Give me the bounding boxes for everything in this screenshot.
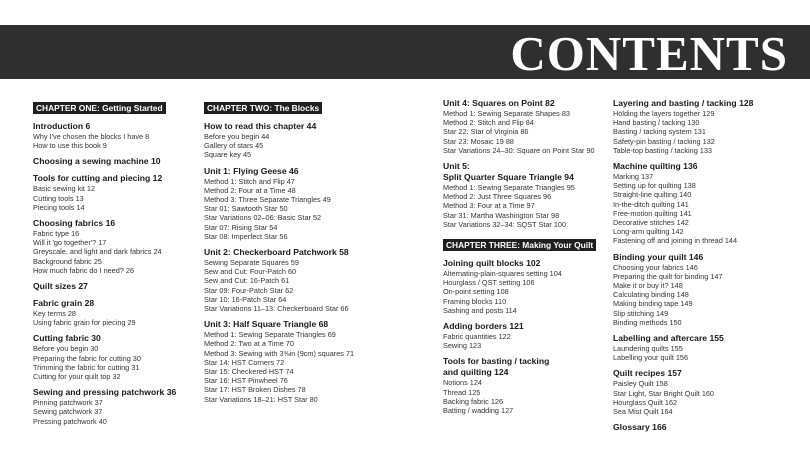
toc-entry: Pressing patchwork 40 bbox=[33, 416, 107, 426]
toc-section bbox=[204, 121, 440, 160]
toc-entry: Hand basting / tacking 130 bbox=[613, 118, 700, 128]
section-title: Unit 5: Split Quarter Square Triangle 94 bbox=[443, 161, 574, 183]
toc-entry: Free-motion quilting 141 bbox=[613, 208, 692, 218]
toc-column-2 bbox=[204, 98, 440, 410]
toc-column-3 bbox=[443, 98, 613, 421]
toc-section bbox=[613, 333, 810, 362]
toc-section bbox=[443, 321, 613, 350]
toc-entry: Method 3: Sewing with 3⅝in (9cm) squares 71 bbox=[204, 348, 355, 358]
toc-entry: Method 1: Stitch and Flip 47 bbox=[204, 176, 295, 186]
toc-section bbox=[613, 368, 810, 416]
toc-entry: Table-top basting / tacking 133 bbox=[613, 145, 712, 155]
toc-entry: Fastening off and joining in thread 144 bbox=[613, 236, 738, 246]
toc-entry: Alternating-plain-squares setting 104 bbox=[443, 269, 562, 279]
toc-entry: Making binding tape 149 bbox=[613, 299, 693, 309]
toc-entry: Key terms 28 bbox=[33, 309, 76, 319]
toc-column-1 bbox=[33, 98, 201, 432]
toc-section bbox=[33, 333, 201, 381]
toc-entry: Method 2: Two at a Time 70 bbox=[204, 339, 294, 349]
toc-entry: Thread 125 bbox=[443, 387, 481, 397]
toc-entry: Cutting tools 13 bbox=[33, 193, 84, 203]
section-title: Unit 4: Squares on Point 82 bbox=[443, 98, 555, 108]
toc-entry: Star Variations 32–34: SQST Star 100 bbox=[443, 219, 567, 229]
section-title: Choosing fabrics 16 bbox=[33, 218, 116, 229]
toc-entry: Star Variations 18–21: HST Star 80 bbox=[204, 394, 318, 404]
toc-entry: Method 3: Three Separate Triangles 49 bbox=[204, 195, 331, 205]
toc-section bbox=[443, 161, 613, 229]
toc-section bbox=[33, 156, 201, 167]
section-title: Quilt sizes 27 bbox=[33, 281, 88, 292]
toc-entry: Will it 'go together'? 17 bbox=[33, 238, 107, 248]
toc-section bbox=[443, 98, 613, 155]
toc-entry: Slip stitching 149 bbox=[613, 308, 669, 318]
toc-entry: Marking 137 bbox=[613, 172, 654, 182]
toc-entry: Hourglass / QST setting 106 bbox=[443, 278, 535, 288]
toc-entry: Method 1: Sewing Separate Shapes 83 bbox=[443, 109, 570, 118]
toc-entry: Backing fabric 126 bbox=[443, 396, 504, 406]
toc-entry: Star 07: Rising Star 54 bbox=[204, 222, 278, 232]
toc-entry: How to use this book 9 bbox=[33, 141, 107, 151]
toc-entry: Framing blocks 110 bbox=[443, 296, 507, 306]
section-title: How to read this chapter 44 bbox=[204, 121, 317, 131]
toc-entry: Star 31: Martha Washington Star 98 bbox=[443, 210, 560, 220]
toc-entry: Sewing 123 bbox=[443, 341, 482, 351]
section-title: Unit 3: Half Square Triangle 68 bbox=[204, 319, 329, 330]
section-title: Labelling and aftercare 155 bbox=[613, 333, 724, 344]
toc-section bbox=[204, 319, 440, 404]
toc-entry: Paisley Quilt 158 bbox=[613, 379, 668, 389]
toc-entry: Preparing the fabric for cutting 30 bbox=[33, 353, 141, 363]
section-title: Fabric grain 28 bbox=[33, 298, 95, 309]
page-title: CONTENTS bbox=[510, 26, 788, 81]
toc-section bbox=[33, 218, 201, 275]
toc-entry: Trimming the fabric for cutting 31 bbox=[33, 362, 140, 372]
toc-entry: In-the-ditch quilting 141 bbox=[613, 199, 689, 209]
section-title: Introduction 6 bbox=[33, 121, 91, 131]
toc-entry: Holding the layers together 129 bbox=[613, 109, 715, 118]
toc-entry: Long-arm quilting 142 bbox=[613, 227, 684, 237]
toc-entry: Cutting for your quilt top 32 bbox=[33, 372, 121, 382]
section-title: Sewing and pressing patchwork 36 bbox=[33, 387, 177, 398]
toc-entry: Star 08: Imperfect Star 56 bbox=[204, 231, 288, 241]
toc-entry: Star 15: Checkered HST 74 bbox=[204, 367, 294, 377]
toc-section bbox=[613, 422, 810, 433]
section-title: Adding borders 121 bbox=[443, 321, 524, 332]
toc-entry: Notions 124 bbox=[443, 378, 482, 388]
toc-entry: Calculating binding 148 bbox=[613, 290, 689, 300]
toc-entry: Preparing the quilt for binding 147 bbox=[613, 271, 723, 281]
toc-section bbox=[204, 247, 440, 313]
toc-entry: How much fabric do I need? 26 bbox=[33, 265, 134, 275]
toc-entry: Straight-line quilting 140 bbox=[613, 190, 692, 200]
section-title: Quilt recipes 157 bbox=[613, 368, 682, 379]
toc-entry: Piecing tools 14 bbox=[33, 202, 85, 212]
section-title: Joining quilt blocks 102 bbox=[443, 258, 541, 269]
toc-section bbox=[613, 252, 810, 327]
toc-entry: Sashing and posts 114 bbox=[443, 305, 517, 315]
toc-entry: Star 16: HST Pinwheel 76 bbox=[204, 376, 288, 386]
toc-entry: Sew and Cut: 16-Patch 61 bbox=[204, 276, 290, 286]
toc-entry: Greyscale, and light and dark fabrics 24 bbox=[33, 247, 162, 257]
toc-entry: Star 01: Sawtooth Star 50 bbox=[204, 204, 288, 214]
toc-entry: Hourglass Quilt 162 bbox=[613, 397, 678, 407]
section-title: Choosing a sewing machine 10 bbox=[33, 156, 161, 167]
toc-entry: Background fabric 25 bbox=[33, 256, 102, 266]
toc-entry: Star Light, Star Bright Quilt 160 bbox=[613, 388, 714, 398]
toc-entry: Sew and Cut: Four-Patch 60 bbox=[204, 267, 297, 277]
section-title: Binding your quilt 146 bbox=[613, 251, 704, 262]
section-title: Unit 2: Checkerboard Patchwork 58 bbox=[204, 247, 349, 258]
toc-entry: Setting up for quilting 138 bbox=[613, 181, 696, 191]
toc-section bbox=[443, 258, 613, 315]
section-title: Tools for cutting and piecing 12 bbox=[33, 173, 163, 184]
toc-entry: Star 14: HST Corners 72 bbox=[204, 357, 285, 367]
toc-section bbox=[33, 173, 201, 212]
toc-entry: Star 17: HST Broken Dishes 78 bbox=[204, 385, 306, 395]
toc-entry: Basic sewing kit 12 bbox=[33, 184, 96, 194]
toc-entry: Sewing patchwork 37 bbox=[33, 407, 103, 417]
toc-entry: Method 3: Four at a Time 97 bbox=[443, 201, 535, 211]
section-title: Glossary 166 bbox=[613, 422, 667, 433]
toc-entry: Before you begin 44 bbox=[204, 132, 270, 141]
toc-entry: Decorative stitches 142 bbox=[613, 218, 689, 228]
toc-entry: Fabric quantities 122 bbox=[443, 332, 511, 342]
section-title: Machine quilting 136 bbox=[613, 161, 698, 172]
toc-entry: Choosing your fabrics 146 bbox=[613, 262, 698, 272]
toc-section bbox=[204, 166, 440, 241]
toc-section bbox=[613, 98, 810, 155]
toc-section bbox=[33, 121, 201, 150]
toc-entry: Binding methods 150 bbox=[613, 317, 682, 327]
toc-entry: Method 2: Stitch and Flip 84 bbox=[443, 118, 534, 128]
toc-entry: Labelling your quilt 156 bbox=[613, 353, 689, 363]
toc-entry: Star 10: 16-Patch Star 64 bbox=[204, 294, 287, 304]
toc-entry: Gallery of stars 45 bbox=[204, 141, 264, 151]
toc-entry: Star 22: Star of Virginia 86 bbox=[443, 127, 529, 137]
toc-section bbox=[33, 298, 201, 327]
toc-entry: Method 1: Sewing Separate Triangles 69 bbox=[204, 330, 336, 340]
toc-section bbox=[33, 281, 201, 292]
toc-entry: Batting / wadding 127 bbox=[443, 406, 514, 416]
header-banner bbox=[0, 25, 810, 79]
section-title: Unit 1: Flying Geese 46 bbox=[204, 165, 299, 176]
toc-entry: Star Variations 02–06: Basic Star 52 bbox=[204, 213, 322, 223]
toc-entry: Star Variations 11–13: Checkerboard Star 66 bbox=[204, 304, 349, 314]
toc-entry: Method 1: Sewing Separate Triangles 95 bbox=[443, 183, 575, 193]
toc-entry: Sea Mist Quilt 164 bbox=[613, 407, 673, 417]
toc-entry: Safety-pin basting / tacking 132 bbox=[613, 136, 715, 146]
toc-entry: Sewing Separate Squares 59 bbox=[204, 258, 299, 268]
toc-entry: Laundering quilts 155 bbox=[613, 344, 683, 354]
toc-entry: Method 2: Four at a Time 48 bbox=[204, 185, 296, 195]
chapter-heading: CHAPTER THREE: Making Your Quilt bbox=[443, 239, 596, 251]
toc-entry: Using fabric grain for piecing 29 bbox=[33, 318, 136, 328]
section-title: Layering and basting / tacking 128 bbox=[613, 98, 754, 108]
toc-section bbox=[33, 387, 201, 426]
toc-entry: On-point setting 108 bbox=[443, 287, 509, 297]
toc-entry: Why I've chosen the blocks I have 8 bbox=[33, 132, 150, 141]
toc-column-4 bbox=[613, 98, 810, 439]
toc-entry: Make it or buy it? 148 bbox=[613, 281, 683, 291]
toc-entry: Square key 45 bbox=[204, 150, 252, 160]
toc-entry: Star 09: Four-Patch Star 62 bbox=[204, 285, 294, 295]
toc-entry: Method 2: Just Three Squares 96 bbox=[443, 192, 552, 202]
section-title: Tools for basting / tacking and quilting 124 bbox=[443, 356, 550, 378]
toc-entry: Pinning patchwork 37 bbox=[33, 398, 103, 408]
toc-entry: Basting / tacking system 131 bbox=[613, 127, 706, 137]
toc-section bbox=[443, 356, 613, 415]
toc-entry: Before you begin 30 bbox=[33, 344, 99, 354]
toc-entry: Star Variations 24–30: Square on Point Star 90 bbox=[443, 145, 595, 155]
toc-section bbox=[613, 161, 810, 246]
section-title: Cutting fabric 30 bbox=[33, 333, 101, 344]
toc-entry: Star 23: Mosaic 19 88 bbox=[443, 136, 514, 146]
toc-entry: Fabric type 16 bbox=[33, 229, 80, 239]
chapter-heading: CHAPTER ONE: Getting Started bbox=[33, 102, 166, 114]
chapter-heading: CHAPTER TWO: The Blocks bbox=[204, 102, 322, 114]
